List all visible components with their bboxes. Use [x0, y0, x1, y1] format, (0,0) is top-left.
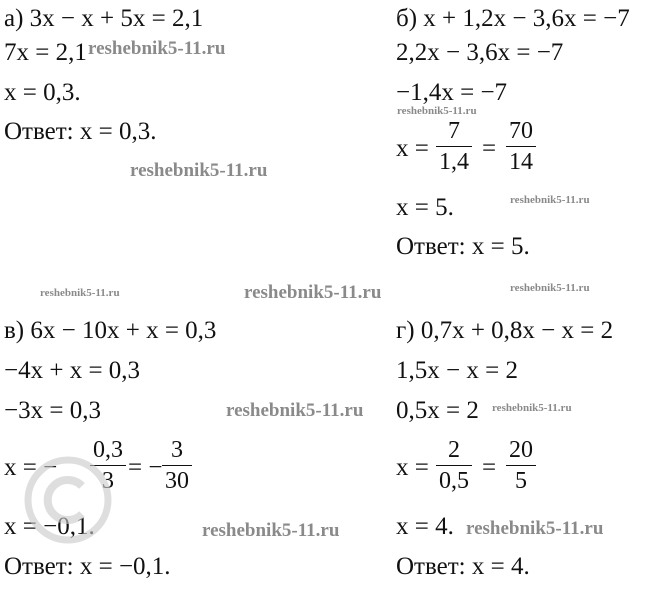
watermark: reshebnik5-11.ru [510, 282, 590, 294]
watermark: reshebnik5-11.ru [466, 518, 604, 539]
g-line-1: г) 0,7x + 0,8x − x = 2 [396, 317, 614, 344]
b-line-2: 2,2x − 3,6x = −7 [396, 39, 564, 66]
a-line-3: x = 0,3. [4, 79, 81, 106]
b-frac-2 [506, 118, 536, 175]
b-line-3: −1,4x = −7 [396, 79, 508, 106]
v-frac-1-num: 0,3 [93, 437, 123, 463]
v-frac-eq: = − [128, 454, 163, 481]
a-line-1: а) 3x − x + 5x = 2,1 [4, 5, 204, 32]
b-frac-eq: = [482, 135, 497, 162]
b-frac-2-den: 14 [509, 149, 533, 175]
b-frac-1-den: 1,4 [439, 149, 469, 175]
watermark: reshebnik5-11.ru [510, 194, 590, 206]
g-line-2: 1,5x − x = 2 [396, 357, 518, 384]
b-frac-2-num: 70 [509, 118, 533, 144]
g-fraction-line [396, 437, 656, 501]
copyright-icon [18, 450, 118, 550]
g-answer: Ответ: x = 4. [396, 553, 530, 580]
watermark: reshebnik5-11.ru [88, 38, 226, 59]
g-frac-1-num: 2 [448, 437, 460, 463]
g-frac-2 [506, 437, 536, 494]
g-line-5: x = 4. [396, 513, 454, 540]
v-line-2: −4x + x = 0,3 [4, 357, 141, 384]
v-line-1: в) 6x − 10x + x = 0,3 [4, 317, 217, 344]
watermark: reshebnik5-11.ru [202, 520, 340, 541]
a-line-2: 7x = 2,1 [4, 39, 87, 66]
v-frac-1-den: 3 [102, 468, 114, 494]
g-frac-1-den: 0,5 [439, 468, 469, 494]
v-answer: Ответ: x = −0,1. [4, 553, 171, 580]
watermark: reshebnik5-11.ru [226, 400, 364, 421]
b-frac-1 [436, 118, 472, 175]
b-frac-1-num: 7 [448, 118, 460, 144]
b-line-1: б) x + 1,2x − 3,6x = −7 [396, 5, 630, 32]
v-frac-2-num: 3 [171, 437, 183, 463]
g-frac-eq: = [482, 454, 497, 481]
b-line-5: x = 5. [396, 194, 454, 221]
v-frac-2-den: 30 [165, 468, 189, 494]
g-frac-2-den: 5 [515, 468, 527, 494]
g-frac-2-num: 20 [509, 437, 533, 463]
g-frac-1 [436, 437, 472, 494]
watermark: reshebnik5-11.ru [244, 282, 382, 303]
v-line-5: x = −0,1. [4, 513, 95, 540]
watermark: reshebnik5-11.ru [40, 287, 120, 299]
b-frac-lhs: x = [396, 135, 429, 162]
b-fraction-line [396, 118, 656, 182]
a-answer: Ответ: x = 0,3. [4, 118, 157, 145]
g-line-3: 0,5x = 2 [396, 397, 479, 424]
v-frac-2 [162, 437, 192, 494]
watermark: reshebnik5-11.ru [130, 160, 268, 181]
v-frac-lhs: x = − [4, 454, 58, 481]
g-frac-lhs: x = [396, 454, 429, 481]
v-line-3: −3x = 0,3 [4, 397, 101, 424]
watermark: reshebnik5-11.ru [397, 105, 477, 117]
watermark: reshebnik5-11.ru [492, 402, 572, 414]
b-answer: Ответ: x = 5. [396, 233, 530, 260]
